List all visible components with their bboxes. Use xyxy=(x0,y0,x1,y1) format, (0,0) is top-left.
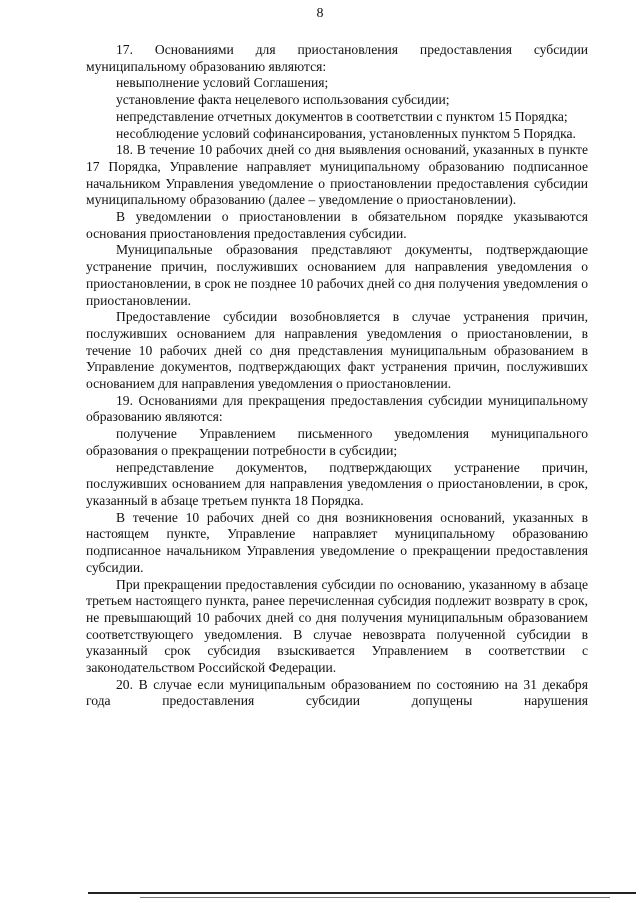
paragraph-17-item-4: несоблюдение условий софинансирования, установленных пунктом 5 Порядка. xyxy=(116,125,576,141)
document-body xyxy=(86,42,588,710)
bottom-rule-thin xyxy=(140,897,610,898)
page-number: 8 xyxy=(316,6,324,21)
paragraph-19-item-1: получение Управлением письменного уведомления муниципального образования о прекращении потребности в субсидии; xyxy=(86,426,588,458)
paragraph-19-intro: 19. Основаниями для прекращения предоставления субсидии муниципальному образованию являются: xyxy=(86,392,588,425)
paragraph-17-item-2: установление факта нецелевого использования субсидии; xyxy=(116,92,450,108)
paragraph-19-item-2: непредставление документов, подтверждающих устранение причин, послуживших основанием для направления уведомления о приостановлении, в срок, указанный в абзаце третьем пункта 18 Порядка. xyxy=(86,459,588,508)
paragraph-17-intro: 17. Основаниями для приостановления предоставления субсидии муниципальному образованию являются: xyxy=(86,42,588,74)
paragraph-18-notice-content: В уведомлении о приостановлении в обязательном порядке указываются основания приостановления предоставления субсидии. xyxy=(86,209,588,241)
paragraph-17-item-3: непредставление отчетных документов в соответствии с пунктом 15 Порядка; xyxy=(116,108,568,124)
paragraph-18: 18. В течение 10 рабочих дней со дня выявления оснований, указанных в пункте 17 Порядка, Управление направляет муниципальному образованию подписанное начальником Управления уведомление о приостановлении предоставления субсидии муниципальному образованию (далее – уведомление о приостановлении). xyxy=(86,142,588,208)
paragraph-18-resumption: Предоставление субсидии возобновляется в случае устранения причин, послуживших основанием для направления уведомления о приостановлении, в течение 10 рабочих дней со дня представления муниципальным образованием в Управление документов, подтверждающих факт устранения причин, послуживших основанием для направления уведомления о приостановлении. xyxy=(86,309,588,392)
paragraph-19-refund: При прекращении предоставления субсидии по основанию, указанному в абзаце третьем настоящего пункта, ранее перечисленная субсидия подлежит возврату в срок, не превышающий 10 рабочих дней со дня получения муниципальным образованием соответствующего уведомления. В случае невозврата полученной субсидии в указанный срок субсидия взыскивается Управлением в соответствии с законодательством Российской Федерации. xyxy=(86,576,588,676)
paragraph-18-documents: Муниципальные образования представляют документы, подтверждающие устранение причин, послуживших основанием для направления уведомления о приостановлении, в срок не позднее 10 рабочих дней со дня получения уведомления о приостановлении. xyxy=(86,242,588,308)
paragraph-19-notice: В течение 10 рабочих дней со дня возникновения оснований, указанных в настоящем пункте, Управление направляет муниципальному образованию подписанное начальником Управления уведомление о прекращении предоставления субсидии. xyxy=(86,509,588,575)
bottom-rule xyxy=(88,892,636,894)
paragraph-17-item-1: невыполнение условий Соглашения; xyxy=(116,75,329,91)
paragraph-20: 20. В случае если муниципальным образованием по состоянию на 31 декабря года предоставления субсидии допущены нарушения xyxy=(86,676,588,709)
